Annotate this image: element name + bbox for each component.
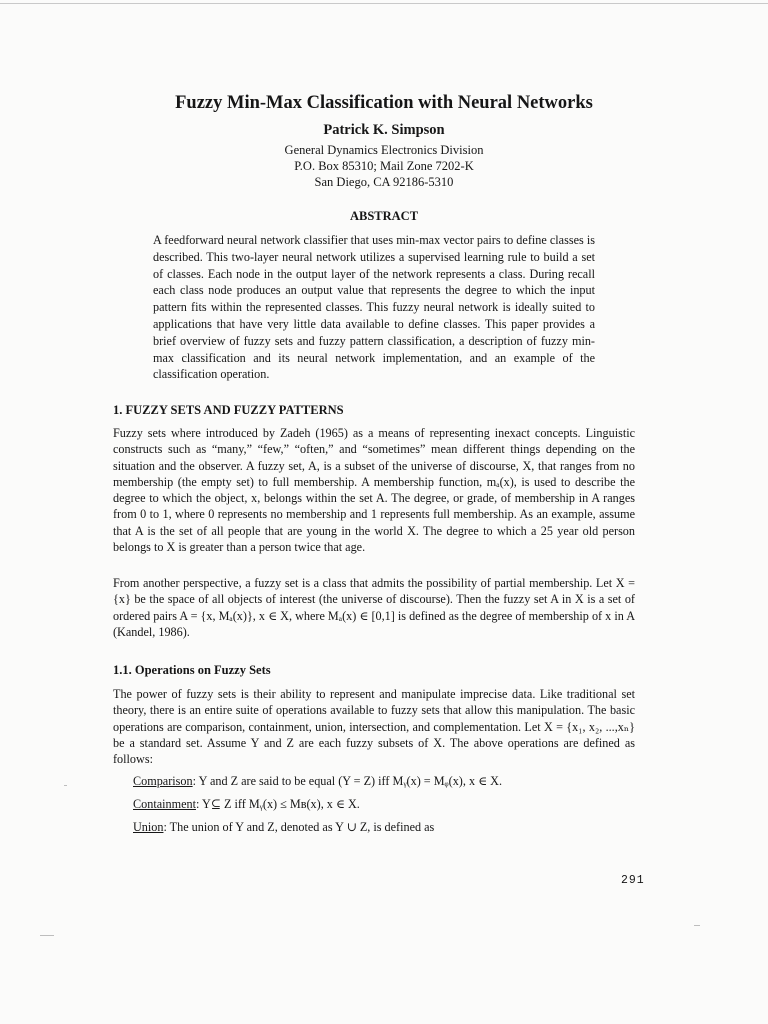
operation-term: Union [133,820,164,834]
operation-text: : Y⊆ Z iff Mᵧ(x) ≤ Mʙ(x), x ∈ X. [195,797,360,811]
operation-text: : The union of Y and Z, denoted as Y ∪ Z, is defined as [163,820,435,834]
operation-text: : Y and Z are said to be equal (Y = Z) iff Mᵧ(x) = Mᵩ(x), x ∈ X. [192,774,502,788]
affiliation-line-1: General Dynamics Electronics Division [284,143,484,157]
operation-definition [133,773,633,789]
operation-term: Comparison [133,774,193,788]
scan-mark [64,785,67,786]
operation-definition [133,796,633,812]
affiliation-line-2: P.O. Box 85310; Mail Zone 7202-K [294,159,474,173]
section-heading: 1. FUZZY SETS AND FUZZY PATTERNS [113,403,344,417]
paragraph: Fuzzy sets where introduced by Zadeh (1965) as a means of representing inexact concepts. Linguistic constructs such as “many,” “few,” “often,” and “sometimes” mean different things depending on the situation and the observer. A fuzzy set, A, is a subset of the universe of discourse, X, that ranges from no membership (the empty set) to full membership. A membership function, mₐ(x), is used to describe the degree to which the object, x, belongs within the set A. The degree, or grade, of membership in A ranges from 0 to 1, where 0 represents no membership and 1 represents full membership. As an example, assume that A is the set of all people that are young in the world X. The degree to which a 25 year old person belongs to X is greater than a person twice that age. [113,426,635,555]
operation-term: Containment [133,797,196,811]
affiliation-line-3: San Diego, CA 92186-5310 [314,175,454,189]
abstract-text: A feedforward neural network classifier that uses min-max vector pairs to define classes is described. This two-layer neural network utilizes a supervised learning rule to build a set of classes. Each node in the output layer of the network represents a class. During recall each class node produces an output value that represents the degree to which the input pattern fits within the represented classes. This fuzzy neural network is ideally suited to applications that have very little data available to define classes. This paper provides a brief overview of fuzzy sets and fuzzy pattern classification, a description of fuzzy min-max classification and its neural network implementation, and an example of the classification operation. [153,233,595,382]
subsection-heading: 1.1. Operations on Fuzzy Sets [113,663,271,677]
abstract-heading: ABSTRACT [349,209,419,223]
paragraph: The power of fuzzy sets is their ability to represent and manipulate imprecise data. Like traditional set theory, there is an entire suite of operations available to fuzzy sets that allow this manipulation. The basic operations are comparison, containment, union, intersection, and complementation. Let X = {x₁, x₂, ...,xₙ} be a standard set. Assume Y and Z are each fuzzy subsets of X. The above operations are defined as follows: [113,687,635,767]
operation-definition [133,819,633,835]
page-number: 291 [621,874,645,887]
scan-mark [40,935,54,936]
scan-mark [694,925,700,926]
paper-title: Fuzzy Min-Max Classification with Neural Networks [175,93,593,113]
paper-author: Patrick K. Simpson [323,122,445,138]
paragraph: From another perspective, a fuzzy set is a class that admits the possibility of partial membership. Let X = {x} be the space of all objects of interest (the universe of discourse). Then the fuzzy set A in X is a set of ordered pairs A = {x, Mₐ(x)}, x ∈ X, where Mₐ(x) ∈ [0,1] is defined as the degree of membership of x in A (Kandel, 1986). [113,576,635,639]
